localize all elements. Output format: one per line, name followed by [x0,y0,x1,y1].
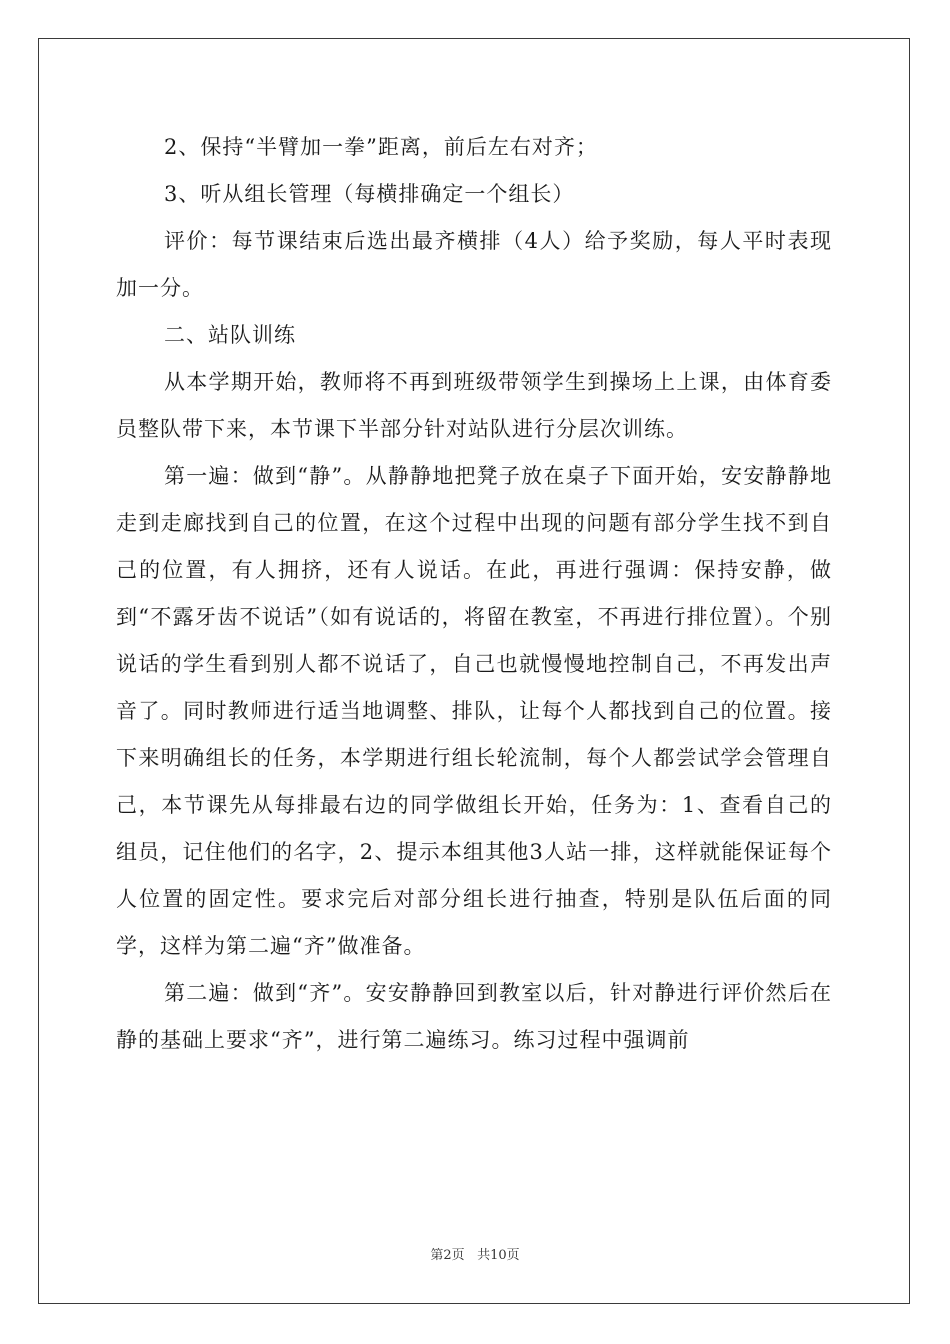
paragraph-6: 第一遍：做到“静”。从静静地把凳子放在桌子下面开始，安安静静地走到走廊找到自己的位置，在这个过程中出现的问题有部分学生找不到自己的位置，有人拥挤，还有人说话。在此，再进行强调：保持安静，做到“不露牙齿不说话”（如有说话的，将留在教室，不再进行排位置）。个别说话的学生看到别人都不说话了，自己也就慢慢地控制自己，不再发出声音了。同时教师进行适当地调整、排队，让每个人都找到自己的位置。接下来明确组长的任务，本学期进行组长轮流制，每个人都尝试学会管理自己，本节课先从每排最右边的同学做组长开始，任务为：1、查看自己的组员，记住他们的名字，2、提示本组其他3人站一排，这样就能保证每个人位置的固定性。要求完后对部分组长进行抽查，特别是队伍后面的同学，这样为第二遍“齐”做准备。 [116,464,832,958]
section-heading: 二、站队训练 [164,323,296,347]
paragraph-5: 从本学期开始，教师将不再到班级带领学生到操场上上课，由体育委员整队带下来，本节课下半部分针对站队进行分层次训练。 [116,370,832,441]
paragraph-2: 3、听从组长管理（每横排确定一个组长） [164,182,575,206]
paragraph-7: 第二遍：做到“齐”。安安静静回到教室以后，针对静进行评价然后在静的基础上要求“齐”，进行第二遍练习。练习过程中强调前 [116,981,832,1052]
page-number: 第2页 [430,1248,465,1263]
page-total: 共10页 [477,1248,520,1263]
paragraph-3: 评价：每节课结束后选出最齐横排（4人）给予奖励，每人平时表现加一分。 [116,229,832,300]
document-body [116,124,832,1064]
paragraph-1: 2、保持“半臂加一拳”距离，前后左右对齐； [164,135,598,159]
page-footer [0,1244,950,1263]
